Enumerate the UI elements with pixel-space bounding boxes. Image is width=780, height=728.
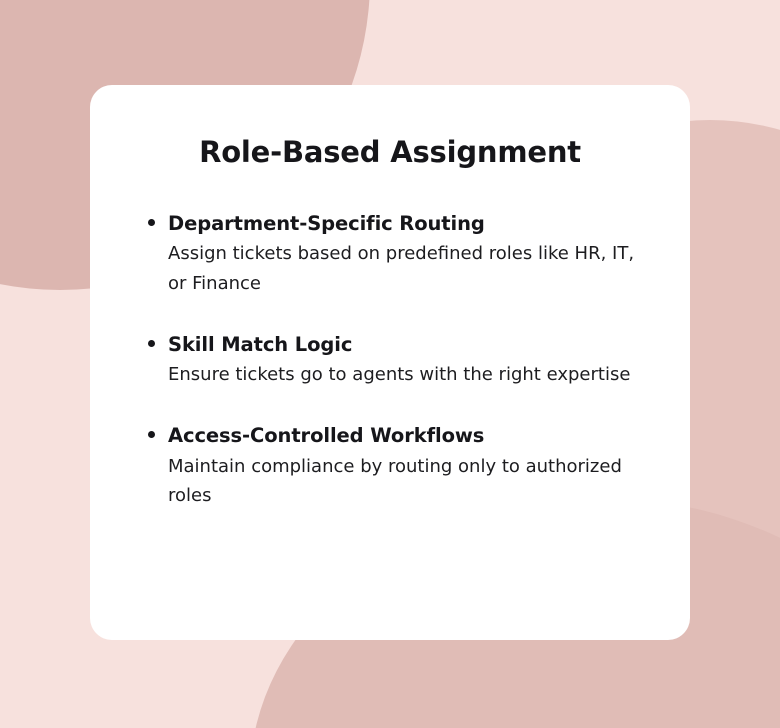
content-card xyxy=(90,85,690,640)
bullet-dot-icon xyxy=(148,431,155,438)
list-item-description: Assign tickets based on predefined roles like HR, IT, or Finance xyxy=(168,243,635,294)
list-item-description: Ensure tickets go to agents with the right expertise xyxy=(168,364,631,385)
bullet-dot-icon xyxy=(148,219,155,226)
list-item-description: Maintain compliance by routing only to authorized roles xyxy=(168,455,622,506)
list-item xyxy=(140,332,640,390)
list-item xyxy=(140,211,640,298)
feature-list xyxy=(140,211,640,510)
list-item xyxy=(140,423,640,510)
bullet-dot-icon xyxy=(148,340,155,347)
list-item-heading: Skill Match Logic xyxy=(168,332,353,356)
list-item-heading: Department-Specific Routing xyxy=(168,212,485,235)
page-title: Role-Based Assignment xyxy=(199,135,581,169)
list-item-heading: Access-Controlled Workflows xyxy=(168,424,485,448)
